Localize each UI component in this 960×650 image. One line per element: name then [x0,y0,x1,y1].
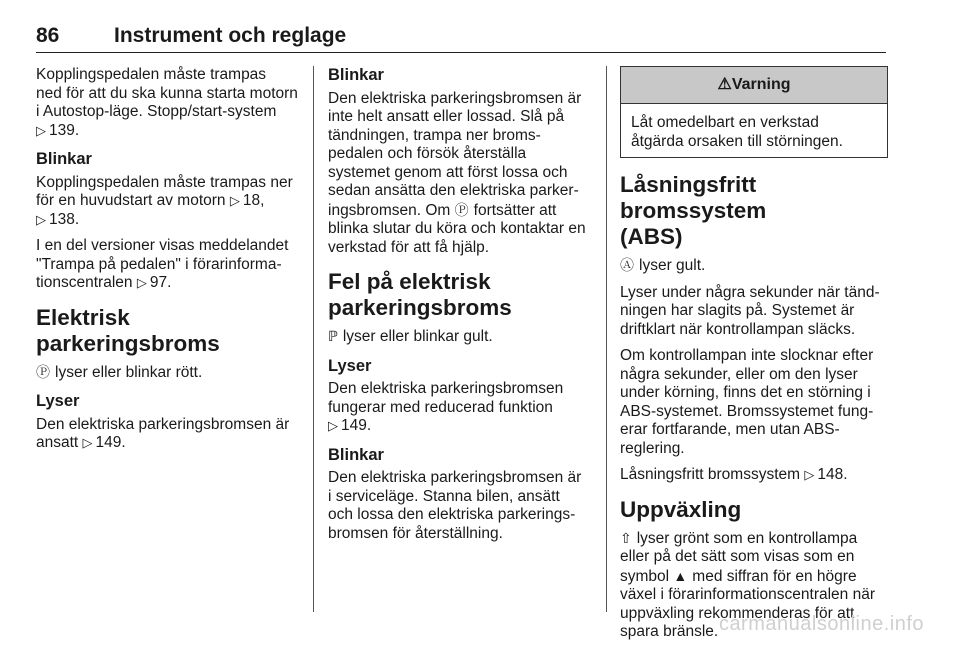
page-title: Instrument och reglage [114,24,347,47]
watermark: carmanualsonline.info [718,613,924,635]
paragraph: Den elektriska parkeringsbromsen är inte helt ansatt eller lossad. Slå på tändningen, trampa ner broms- pedalen och försök återställa systemet genom att först lossa och sedan ansätta den elektriska parker- ingsbromsen. Om Ⓟ fortsätter att blinka slutar du köra och kontaktar en verkstad för att få hjälp. [328,89,586,256]
section-heading: Låsningsfritt bromssystem (ABS) [620,172,767,249]
warning-header [621,67,887,104]
page-ref-arrow-icon: ▷ [36,211,46,227]
page-ref-arrow-icon: ▷ [82,435,93,450]
column-right [620,66,888,650]
section-heading: Fel på elektrisk parkeringsbroms [328,269,512,320]
paragraph: Den elektriska parkeringsbromsen fungerar med reducerad funktion ▷ 149. [328,380,564,434]
warning-triangle-icon: ⚠ [717,76,732,93]
brake-fault-icon: ℙ [328,328,338,344]
page-ref-link[interactable]: 97. [149,274,172,291]
page-ref-link[interactable]: 148. [817,466,848,483]
paragraph: Den elektriska parkeringsbromsen är ansatt ▷ 149. [36,415,290,451]
page-ref-link[interactable]: 138. [49,210,80,228]
page-ref-link[interactable]: 18, [242,192,265,209]
page-ref-arrow-icon: ▷ [136,275,147,290]
section-heading: Uppväxling [620,496,742,522]
paragraph: Den elektriska parkeringsbromsen är i serviceläge. Stanna bilen, ansätt och lossa den elektriska parkerings- bromsen för återställning. [328,469,582,542]
subheading: Blinkar [36,150,92,168]
page-ref-link[interactable]: 139. [49,121,80,139]
page-ref-arrow-icon: ▷ [36,122,46,138]
page-ref-arrow-icon: ▷ [229,193,240,208]
paragraph: Låsningsfritt bromssystem ▷ 148. [620,466,848,483]
parking-brake-icon: Ⓟ [36,363,50,380]
paragraph: Ⓐ lyser gult. [620,257,706,274]
warning-body: Låt omedelbart en verkstad åtgärda orsaken till störningen. [631,114,843,150]
parking-brake-icon: Ⓟ [454,201,469,218]
subheading: Lyser [328,356,372,375]
section-heading: Elektrisk parkeringsbroms [36,304,220,356]
paragraph: ℙ lyser eller blinkar gult. [328,328,493,345]
paragraph: I en del versioner visas meddelandet "Trampa på pedalen" i förarinforma- tionscentralen ▷ 97. [36,237,289,291]
page-header [36,22,886,53]
paragraph: Lyser under några sekunder när tänd- ningen har slagits på. Systemet är driftklart när kontrollampan släcks. [620,283,880,338]
paragraph: Kopplingspedalen måste trampas ned för att du ska kunna starta motorn i Autostop-läge. Stopp/start-system ▷ 139. [36,66,298,139]
paragraph: Ⓟ lyser eller blinkar rött. [36,363,203,381]
paragraph: Kopplingspedalen måste trampas ner för en huvudstart av motorn ▷ 18, ▷ 138. [36,173,293,228]
page-number: 86 [36,24,60,47]
triangle-up-icon: ▲ [673,567,688,584]
page-ref-link[interactable]: 149. [95,434,126,451]
column-divider [606,66,607,612]
paragraph: ⇧ lyser grönt som en kontrollampa eller på det sätt som visas som en symbol ▲ med siffran för en högre växel i förarinformationscentralen när uppväxling rekommenderas för att spara bränsle. [620,529,876,640]
page-ref-arrow-icon: ▷ [328,418,338,433]
subheading: Blinkar [328,66,384,84]
page-ref-link[interactable]: 149. [341,417,372,434]
page-ref-arrow-icon: ▷ [804,467,815,482]
subheading: Lyser [36,392,80,410]
upshift-icon: ⇧ [620,529,632,546]
column-left [36,66,302,461]
paragraph: Om kontrollampan inte slocknar efter några sekunder, eller om den lyser under körning, finns det en störning i ABS-systemet. Bromssystemet fung- erar fortfarande, men utan ABS- reglering. [620,347,874,457]
column-divider [313,66,314,612]
warning-box [620,66,888,158]
abs-icon: Ⓐ [620,257,634,273]
warning-title: Varning [731,76,791,93]
subheading: Blinkar [328,445,384,464]
column-middle [328,66,596,551]
